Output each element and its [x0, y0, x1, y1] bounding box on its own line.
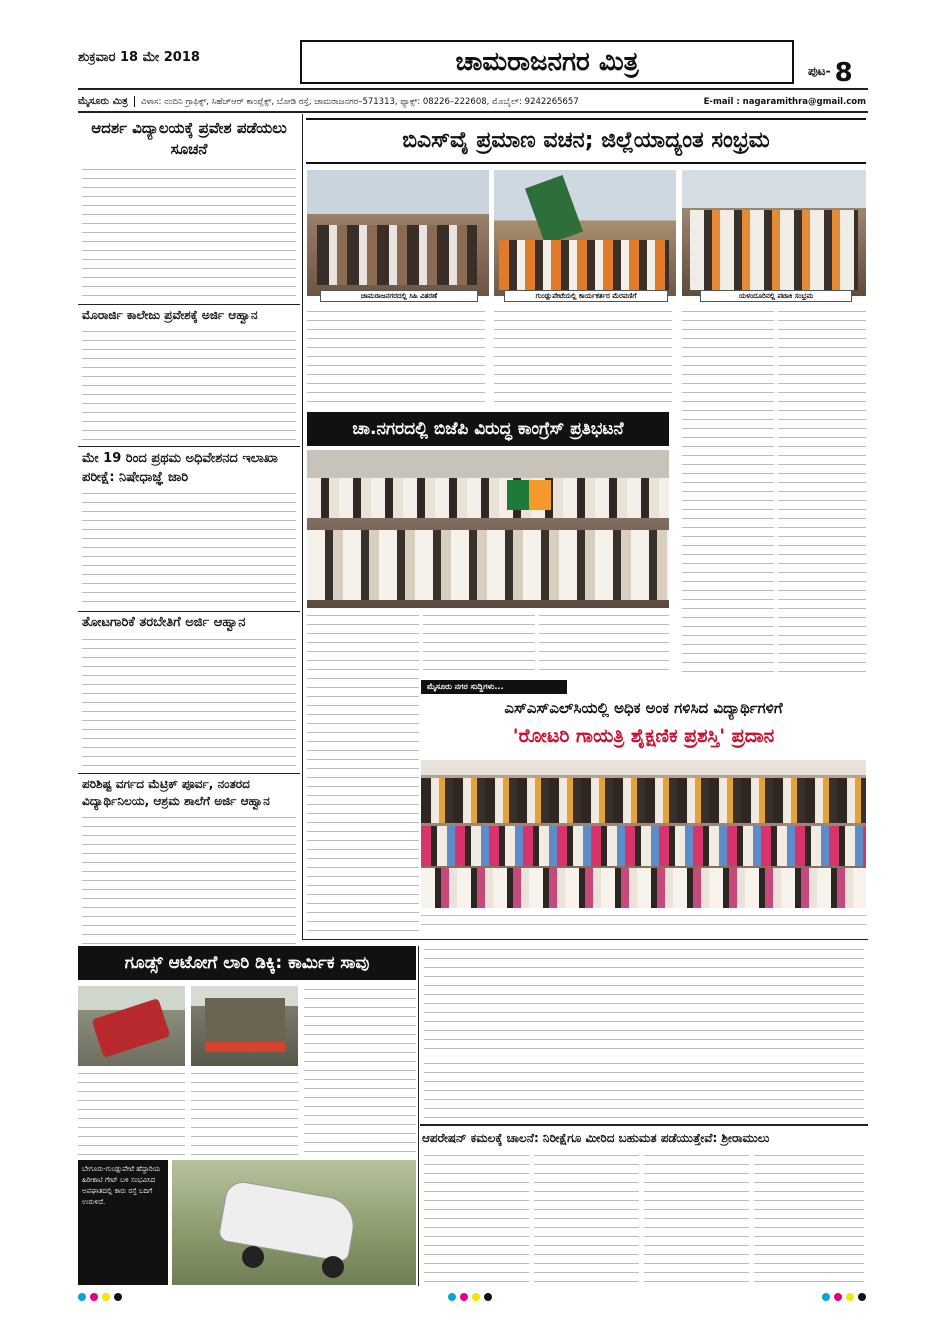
headline-hostel: ಪರಿಶಿಷ್ಟ ವರ್ಗದ ಮೆಟ್ರಿಕ್ ಪೂರ್ವ, ನಂತರದ ವಿದ್ಯಾರ್ಥಿನಿಲಯ, ಆಶ್ರಮ ಶಾಲೆಗೆ ಅರ್ಜಿ ಆಹ್ವಾನ [82, 777, 270, 808]
address-strip [78, 94, 868, 110]
divider [420, 1124, 868, 1126]
photo-car-wheel [242, 1246, 264, 1268]
registration-mark [90, 1293, 98, 1301]
photo-rotary-award [421, 760, 866, 908]
photo-seated-crowd [307, 530, 669, 600]
registration-mark [834, 1293, 842, 1301]
headline-rotary-line2: 'ರೋಟರಿ ಗಾಯತ್ರಿ ಶೈಕ್ಷಣಿಕ ಪ್ರಶಸ್ತಿ' ಪ್ರದಾನ [512, 725, 775, 747]
article-body-congress-2 [423, 612, 535, 674]
registration-mark [78, 1293, 86, 1301]
headline-bsy [306, 118, 866, 164]
divider [78, 446, 300, 447]
caption-celebration: ಯಳಂದೂರಿನಲ್ಲಿ ಪಟಾಕಿ ಸಂಭ್ರಮ [700, 290, 852, 302]
headline-congress [307, 412, 669, 446]
column-divider [418, 946, 419, 1286]
photo-overturned-auto [78, 986, 185, 1066]
photo-crowd [499, 240, 669, 290]
article-body-bsy-3 [682, 308, 774, 678]
photo-car-body [218, 1179, 359, 1263]
registration-mark [484, 1293, 492, 1301]
photo-front-row [421, 868, 866, 908]
photo-congress-protest [307, 450, 669, 608]
registration-mark [858, 1293, 866, 1301]
registration-mark [114, 1293, 122, 1301]
article-body-bsy-2 [494, 308, 672, 408]
photo-sweets-distribution [307, 170, 489, 296]
page-number-label [808, 58, 853, 88]
photo-lorry [191, 986, 298, 1066]
article-body-congress-3 [539, 612, 669, 674]
article-body-rotary-names [424, 1060, 864, 1120]
photo-standing-crowd [307, 478, 669, 518]
photo-lorry-bumper [205, 1042, 285, 1052]
headline-operation: ಆಪರೇಷನ್ ಕಮಲಕ್ಕೆ ಚಾಲನೆ: ನಿರೀಕ್ಷೆಗೂ ಮೀರಿದ ಬಹುಮತ ಪಡೆಯುತ್ತೇವೆ: ಶ್ರೀರಾಮುಲು [422, 1131, 770, 1145]
article-body-bsy-4 [778, 308, 866, 678]
divider [78, 773, 300, 774]
divider [78, 304, 300, 305]
article-body-exam [82, 490, 296, 608]
masthead-title: ಚಾಮರಾಜನಗರ ಮಿತ್ರ [300, 40, 794, 84]
headline-rotary-line1: ಎಸ್‌ಎಸ್‌ಎಲ್‌ಸಿಯಲ್ಲಿ ಅಧಿಕ ಅಂಕ ಗಳಿಸಿದ ವಿದ್ಯಾರ್ಥಿಗಳಿಗೆ [504, 699, 783, 717]
headline-bsy-text: ಬಿಎಸ್‌ವೈ ಪ್ರಮಾಣ ವಚನ; ಜಿಲ್ಲೆಯಾದ್ಯಂತ ಸಂಭ್ರಮ [402, 128, 770, 153]
page-label-text: ಪುಟ- [808, 64, 831, 78]
header-rule-bottom [78, 111, 868, 113]
article-body-accident-1 [78, 1070, 185, 1155]
headline-exam: ಮೇ 19 ರಿಂದ ಪ್ರಥಮ ಅಧಿವೇಶನದ ಇಲಾಖಾ ಪರೀಕ್ಷೆ: ನಿಷೇಧಾಜ್ಞೆ ಜಾರಿ [82, 451, 278, 485]
article-body-congress-1 [307, 612, 419, 932]
registration-mark [472, 1293, 480, 1301]
caption-procession: ಗುಂಡ್ಲುಪೇಟೆಯಲ್ಲಿ ಕಾರ್ಯಕರ್ತರ ಮೆರವಣಿಗೆ [504, 290, 668, 302]
article-body-horticulture [82, 636, 296, 771]
photo-flag [525, 175, 583, 245]
email-text: E-mail : nagaramithra@gmail.com [703, 97, 866, 107]
article-body-rotary [424, 946, 864, 1056]
section-kicker: ಮೈಸೂರು ನಗರ ಸುದ್ದಿಗಳು... [421, 680, 567, 694]
headline-accident-text: ಗೂಡ್ಸ್ ಆಟೋಗೆ ಲಾರಿ ಡಿಕ್ಕಿ: ಕಾರ್ಮಿಕ ಸಾವು [124, 953, 370, 973]
headline-adarsha: ಆದರ್ಶ ವಿದ್ಯಾಲಯಕ್ಕೆ ಪ್ರವೇಶ ಪಡೆಯಲು ಸೂಚನೆ [91, 119, 287, 158]
article-body-accident-2 [191, 1070, 298, 1155]
headline-horticulture: ತೋಟಗಾರಿಕೆ ತರಬೇತಿಗೆ ಅರ್ಜಿ ಆಹ್ವಾನ [82, 615, 246, 630]
address-text: ವಿಳಾಸ: ನಂದಿನಿ ಗ್ರಾಫಿಕ್ಸ್, ಸಿಹೆಚ್‌ಆರ್ ಕಾಂಪ್ಲೆಕ್ಸ್, ಬೋಡಿ ರಸ್ತೆ, ಚಾಮರಾಜನಗರ–571313, ಫ್ಯಾಕ್ಸ್: 08226–222608, ಮೊಬೈಲ್: 9242265657 [140, 97, 579, 107]
photo-auto-body [92, 998, 171, 1058]
article-body-hostel [82, 814, 296, 949]
page-number: 8 [834, 58, 853, 88]
headline-congress-text: ಚಾ.ನಗರದಲ್ಲಿ ಬಿಜೆಪಿ ವಿರುದ್ಧ ಕಾಂಗ್ರೆಸ್ ಪ್ರತಿಭಟನೆ [352, 419, 624, 439]
issue-date: ಶುಕ್ರವಾರ 18 ಮೇ 2018 [78, 50, 200, 65]
divider [78, 611, 300, 612]
headline-morarji: ಮೊರಾರ್ಜಿ ಕಾಲೇಜು ಪ್ರವೇಶಕ್ಕೆ ಅರ್ಜಿ ಆಹ್ವಾನ [82, 308, 258, 322]
registration-mark [460, 1293, 468, 1301]
registration-mark [846, 1293, 854, 1301]
photo-party-flag [507, 480, 529, 510]
registration-mark [448, 1293, 456, 1301]
photo-crowd [317, 225, 477, 285]
photo-back-row [421, 778, 866, 823]
headline-accident [78, 946, 416, 980]
column-divider [302, 114, 303, 939]
header-rule-top [78, 88, 868, 90]
photo-car-wheel [322, 1256, 344, 1278]
registration-mark [822, 1293, 830, 1301]
article-body-accident-3 [304, 986, 416, 1156]
article-body-adarsha [82, 166, 296, 301]
article-body-operation-4 [754, 1152, 864, 1284]
article-body-operation-3 [644, 1152, 749, 1284]
photo-party-flag [529, 480, 551, 510]
caption-car-accident: ಬೇಗೂರು-ಗುಂಡ್ಲುಪೇಟೆ ಹೆದ್ದಾರಿಯ ಹಿರೀಕಾಟಿ ಗೇಟ್ ಬಳಿ ಸಂಭವಿಸಿದ ಅಪಘಾತದಲ್ಲಿ ಕಾರು ರಸ್ತೆ ಬದಿಗೆ ಉರುಳಿದೆ. [78, 1160, 168, 1285]
brand-name: ಮೈಸೂರು ಮಿತ್ರ [78, 96, 135, 107]
article-body-operation-1 [424, 1152, 529, 1284]
photo-lorry-body [205, 998, 285, 1042]
photo-procession [494, 170, 676, 296]
article-body-morarji [82, 328, 296, 443]
registration-mark [102, 1293, 110, 1301]
photo-caption-rotary [421, 912, 866, 932]
photo-middle-row [421, 826, 866, 866]
caption-sweets: ಚಾಮರಾಜನಗರದಲ್ಲಿ ಸಿಹಿ ವಿತರಣೆ [320, 290, 478, 302]
photo-crowd [690, 210, 858, 290]
article-body-operation-2 [534, 1152, 639, 1284]
photo-celebration [682, 170, 866, 296]
divider [302, 939, 868, 940]
photo-car-accident [172, 1160, 416, 1285]
article-body-bsy-1 [307, 308, 485, 408]
